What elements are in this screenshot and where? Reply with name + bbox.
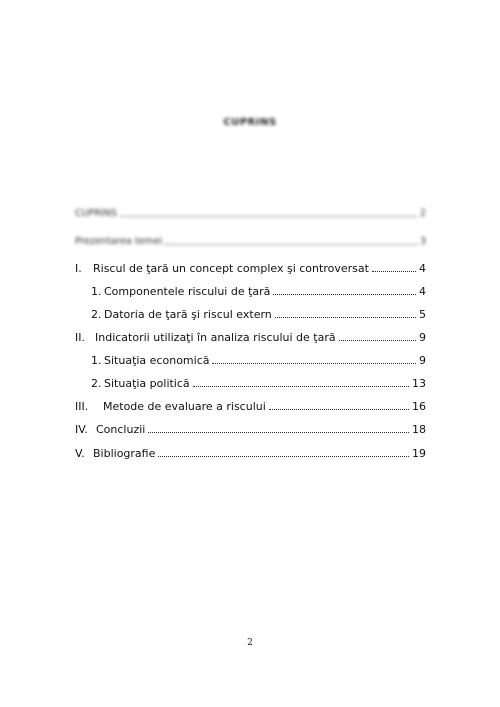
toc-entry[interactable] [91,308,426,322]
toc-leader-dots [273,293,416,295]
toc-entry-number: 2. [91,377,102,390]
toc-entry[interactable] [91,354,426,368]
toc-leader-dots [212,362,416,364]
toc-entry-number: I. [75,262,82,275]
toc-entry-page: 4 [419,285,426,298]
toc-entry-page: 13 [412,377,426,390]
toc-entry[interactable] [75,235,426,249]
toc-entry-page: 5 [419,308,426,321]
toc-entry-label: Componentele riscului de ţară [104,285,271,298]
toc-leader-dots [158,455,409,457]
toc-leader-dots [372,270,416,272]
toc-leader-dots [148,431,409,433]
toc-entry-number: V. [75,447,85,460]
toc-entry-label: CUPRINS [75,208,117,219]
toc-entry-page: 4 [419,262,426,275]
toc-entry-label: Situaţia politică [104,377,190,390]
toc-leader-dots [269,408,409,410]
toc-entry-page: 2 [419,208,426,219]
toc-entry[interactable] [75,447,426,461]
toc-entry-label: Situaţia economică [104,354,210,367]
toc-entry[interactable] [75,207,426,221]
toc-entry[interactable] [75,331,426,345]
toc-entry-page: 19 [412,447,426,460]
toc-entry[interactable] [91,285,426,299]
toc-entry-page: 9 [419,331,426,344]
page-number: 2 [247,638,253,648]
toc-entry-number: III. [75,400,89,413]
toc-entry-number: 2. [91,308,102,321]
toc-entry-number: II. [75,331,85,344]
toc-entry-label: Datoria de ţară şi riscul extern [104,308,272,321]
toc-entry-page: 9 [419,354,426,367]
toc-entry-label: Indicatorii utilizaţi în analiza riscului de ţară [95,331,336,344]
toc-entry-label: Metode de evaluare a riscului [103,400,266,413]
toc-entry-label: Riscul de ţară un concept complex şi controversat [93,262,369,275]
toc-leader-dots [193,385,409,387]
page-title: CUPRINS [223,117,277,128]
toc-leader-dots [275,316,416,318]
toc-entry-page: 3 [419,236,426,247]
toc-leader-dots [339,339,416,341]
toc-entry-label: Prezentarea temei [75,236,163,247]
toc-leader-dots [120,215,417,217]
toc-entry[interactable] [91,377,426,391]
toc-entry-number: 1. [91,285,102,298]
toc-entry-page: 16 [412,400,426,413]
toc-entry-number: 1. [91,354,102,367]
toc-entry-number: IV. [75,423,88,436]
toc-leader-dots [165,243,417,245]
toc-entry-label: Concluzii [96,423,146,436]
toc-entry[interactable] [75,423,426,437]
toc-entry[interactable] [75,400,426,414]
toc-entry[interactable] [75,262,426,276]
toc-entry-label: Bibliografie [93,447,156,460]
toc-entry-page: 18 [412,423,426,436]
